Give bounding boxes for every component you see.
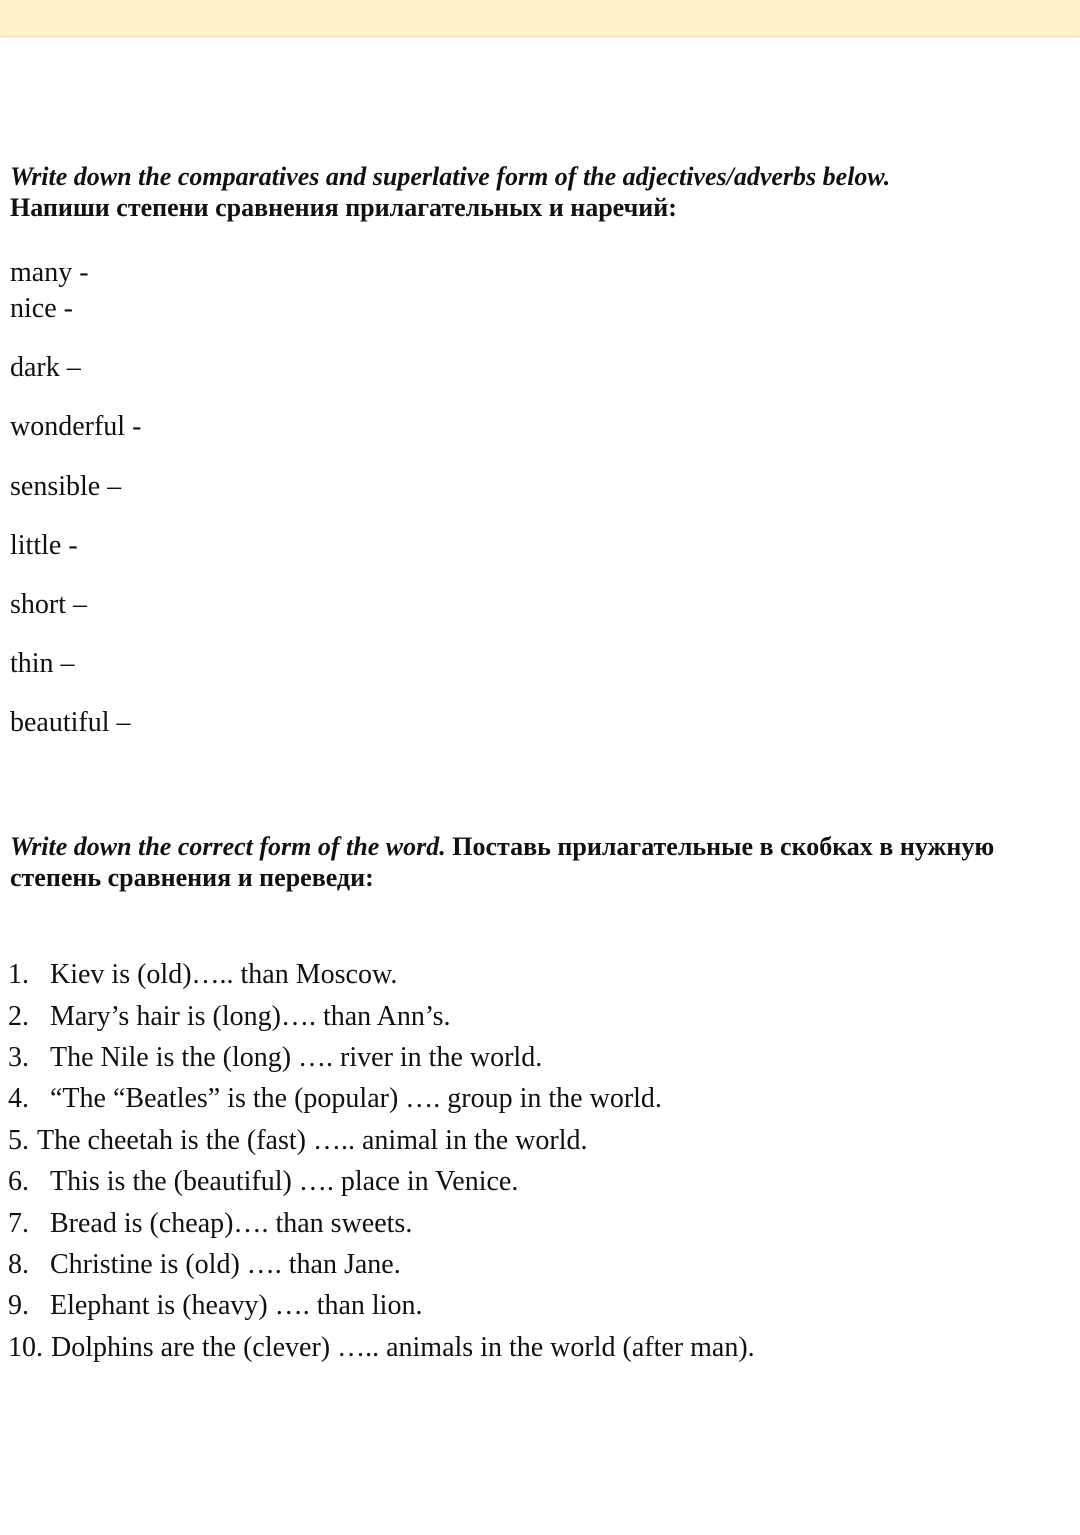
exercise-number: 3. <box>8 1042 29 1073</box>
task2-instruction-ru: Поставь прилагательные в скобках в нужную степень сравнения и переведи: <box>10 832 995 892</box>
exercise-item <box>8 1124 587 1158</box>
task1-instruction <box>10 161 1070 223</box>
exercise-text: Elephant is (heavy) …. than lion. <box>50 1290 423 1321</box>
exercise-number: 2. <box>8 1001 29 1032</box>
exercise-text: Dolphins are the (clever) ….. animals in the world (after man). <box>51 1332 755 1363</box>
task2-instruction <box>10 831 1070 893</box>
exercise-text: Kiev is (old)….. than Moscow. <box>50 959 398 990</box>
word-item: dark – <box>10 352 81 383</box>
exercise-number: 6. <box>8 1166 29 1197</box>
exercise-item <box>8 1248 401 1282</box>
exercise-item <box>8 1165 518 1199</box>
viewer-top-bar <box>0 0 1080 37</box>
exercise-number: 9. <box>8 1290 29 1321</box>
exercise-text: The Nile is the (long) …. river in the world. <box>50 1042 543 1073</box>
exercise-text: “The “Beatles” is the (popular) …. group in the world. <box>50 1083 662 1114</box>
exercise-text: Mary’s hair is (long)…. than Ann’s. <box>50 1001 451 1032</box>
word-item: nice - <box>10 293 73 324</box>
exercise-number: 7. <box>8 1208 29 1239</box>
word-item: short – <box>10 589 87 620</box>
word-item: sensible – <box>10 471 122 502</box>
exercise-number: 5. <box>8 1125 29 1156</box>
word-item: beautiful – <box>10 707 131 738</box>
task1-instruction-en: Write down the comparatives and superlative form of the adjectives/adverbs below. <box>10 162 891 191</box>
exercise-text: This is the (beautiful) …. place in Venice. <box>50 1166 519 1197</box>
word-item: wonderful - <box>10 411 142 442</box>
exercise-number: 8. <box>8 1249 29 1280</box>
exercise-item <box>8 1331 755 1365</box>
word-item: little - <box>10 530 78 561</box>
exercise-item <box>8 958 397 992</box>
exercise-number: 1. <box>8 959 29 990</box>
word-item: thin – <box>10 648 75 679</box>
exercise-item <box>8 1289 422 1323</box>
task2-instruction-en: Write down the correct form of the word. <box>10 832 446 861</box>
exercise-number: 10. <box>8 1332 43 1363</box>
exercise-item <box>8 1041 542 1075</box>
exercise-text: The cheetah is the (fast) ….. animal in the world. <box>37 1125 588 1156</box>
word-item: many - <box>10 257 89 288</box>
exercise-text: Christine is (old) …. than Jane. <box>50 1249 401 1280</box>
exercise-item <box>8 1082 662 1116</box>
exercise-number: 4. <box>8 1083 29 1114</box>
task1-instruction-ru: Напиши степени сравнения прилагательных и наречий: <box>10 193 677 222</box>
exercise-text: Bread is (cheap)…. than sweets. <box>50 1208 413 1239</box>
exercise-item <box>8 1000 451 1034</box>
exercise-item <box>8 1207 412 1241</box>
